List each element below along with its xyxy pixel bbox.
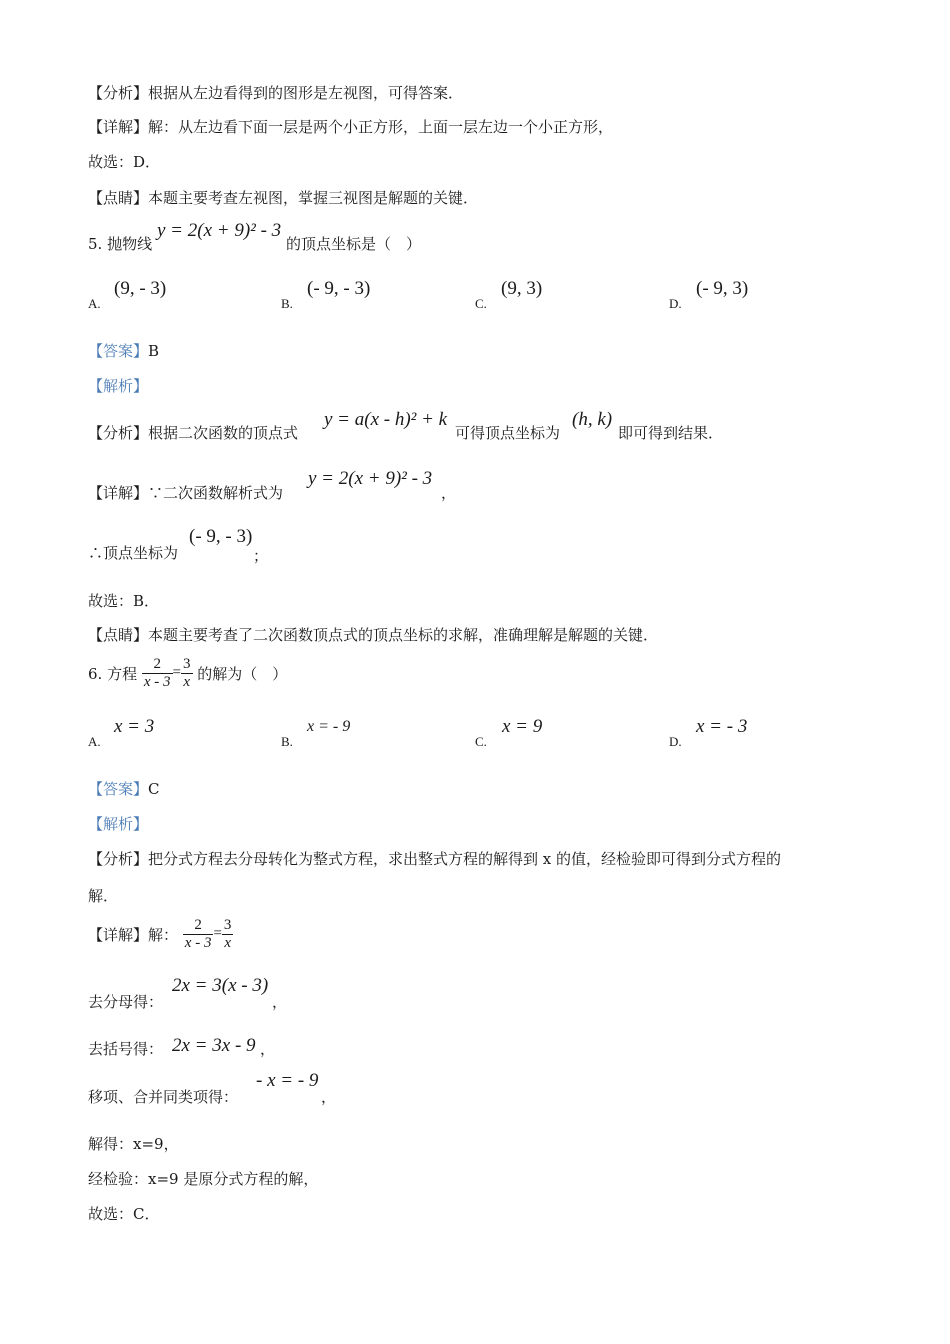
q6-detail-frac-2: [222, 917, 234, 951]
q6-stem: [88, 656, 287, 690]
q5-answer-value: B: [148, 342, 160, 360]
q6-step3-suffix: ，: [321, 1088, 337, 1106]
q6-check: 经检验：x=9 是原分式方程的解，: [88, 1170, 319, 1188]
q5-stem-suffix: 的顶点坐标是（ ）: [286, 235, 422, 253]
q6-detail-frac-1: [183, 917, 214, 951]
q5-choose: 故选：B．: [88, 592, 160, 610]
q5-analysis-formula: y = a(x - h)² + k: [324, 409, 448, 430]
q6-choose: 故选：C．: [88, 1205, 160, 1223]
q6-answer: [88, 778, 160, 799]
q6-step3-formula: - x = - 9: [256, 1070, 319, 1091]
q5-vertex-suffix: ；: [253, 547, 269, 565]
q6-option-d-letter: D.: [669, 734, 682, 749]
q5-option-d-letter: D.: [669, 296, 682, 311]
q5-stem-formula: y = 2(x + 9)² - 3: [157, 220, 282, 241]
q6-step1-formula: 2x = 3(x - 3): [172, 975, 269, 996]
q6-answer-tag: 【答案】: [88, 780, 149, 798]
q6-detail-frac-1-den: x - 3: [184, 934, 212, 951]
q6-step1-label: 去分母得：: [88, 993, 164, 1011]
q6-eq: =: [172, 664, 181, 681]
q5-comment: 【点睛】本题主要考查了二次函数顶点式的顶点坐标的求解，准确理解是解题的关键．: [88, 626, 659, 644]
q6-step1-suffix: ，: [272, 993, 288, 1011]
q5-option-c-value: (9, 3): [501, 278, 543, 299]
q6-answer-value: C: [148, 780, 160, 798]
q5-option-c-letter: C.: [475, 296, 487, 311]
q5-detail-prefix: 【详解】∵二次函数解析式为: [88, 484, 284, 502]
q6-frac-2-num: 3: [183, 656, 191, 672]
q6-frac-1-num: 2: [153, 656, 161, 672]
q6-option-b-value: x = - 9: [307, 718, 351, 735]
q6-step3-label: 移项、合并同类项得：: [88, 1088, 239, 1106]
q4-choose: 故选：D．: [88, 153, 161, 171]
q5-option-a-value: (9, - 3): [114, 278, 167, 299]
q6-stem-prefix: 6. 方程: [88, 664, 138, 683]
q6-analysis-line2: 解．: [88, 887, 119, 905]
q6-solve: 解得：x=9，: [88, 1135, 179, 1153]
q5-detail-formula: y = 2(x + 9)² - 3: [308, 468, 433, 489]
q5-jiexi-tag: 【解析】: [88, 377, 149, 395]
q4-detail: 【详解】解：从左边看下面一层是两个小正方形，上面一层左边一个小正方形，: [88, 118, 614, 136]
q5-analysis-prefix: 【分析】根据二次函数的顶点式: [88, 424, 299, 442]
q5-analysis-point: (h, k): [572, 409, 613, 430]
q6-step2-suffix: ，: [260, 1040, 276, 1058]
q6-option-a-value: x = 3: [114, 716, 155, 737]
q6-detail-frac-1-num: 2: [194, 917, 202, 933]
q6-stem-suffix: 的解为（ ）: [197, 664, 288, 683]
q6-frac-1: [142, 656, 173, 690]
q6-detail-frac-2-den: x: [222, 934, 234, 952]
q4-analysis: 【分析】根据从左边看得到的图形是左视图，可得答案．: [88, 84, 464, 102]
q6-analysis-line1: 【分析】把分式方程去分母转化为整式方程，求出整式方程的解得到 x 的值，经检验即可得到分式方程的: [88, 850, 782, 868]
q6-detail-frac-2-num: 3: [223, 917, 232, 933]
q5-answer: [88, 340, 159, 361]
q6-option-a-letter: A.: [88, 734, 101, 749]
q6-detail: [88, 917, 233, 951]
q6-step2-label: 去括号得：: [88, 1040, 164, 1058]
q6-step2-formula: 2x = 3x - 9: [172, 1035, 256, 1056]
q5-analysis-suffix: 即可得到结果．: [618, 424, 724, 442]
q5-analysis-mid: 可得顶点坐标为: [455, 424, 561, 442]
q6-frac-1-den: x - 3: [143, 673, 171, 690]
q5-detail-suffix: ，: [441, 484, 457, 502]
q6-frac-2-den: x: [181, 673, 193, 691]
q4-comment: 【点睛】本题主要考查左视图，掌握三视图是解题的关键．: [88, 189, 479, 207]
q6-option-c-value: x = 9: [502, 716, 543, 737]
q5-vertex-value: (- 9, - 3): [189, 526, 253, 547]
q5-option-b-letter: B.: [281, 296, 293, 311]
q5-stem-prefix: 5. 抛物线: [88, 235, 153, 253]
q6-option-d-value: x = - 3: [696, 716, 748, 737]
q6-jiexi-tag: 【解析】: [88, 815, 149, 833]
q6-frac-2: [181, 656, 193, 690]
q6-option-c-letter: C.: [475, 734, 487, 749]
q5-option-a-letter: A.: [88, 296, 101, 311]
q6-detail-eq: =: [213, 925, 222, 942]
q5-option-d-value: (- 9, 3): [696, 278, 749, 299]
q6-detail-prefix: 【详解】解：: [88, 925, 179, 944]
q5-vertex-prefix: ∴顶点坐标为: [88, 544, 179, 562]
q6-option-b-letter: B.: [281, 734, 293, 749]
q5-option-b-value: (- 9, - 3): [307, 278, 371, 299]
q5-answer-tag: 【答案】: [88, 342, 149, 360]
